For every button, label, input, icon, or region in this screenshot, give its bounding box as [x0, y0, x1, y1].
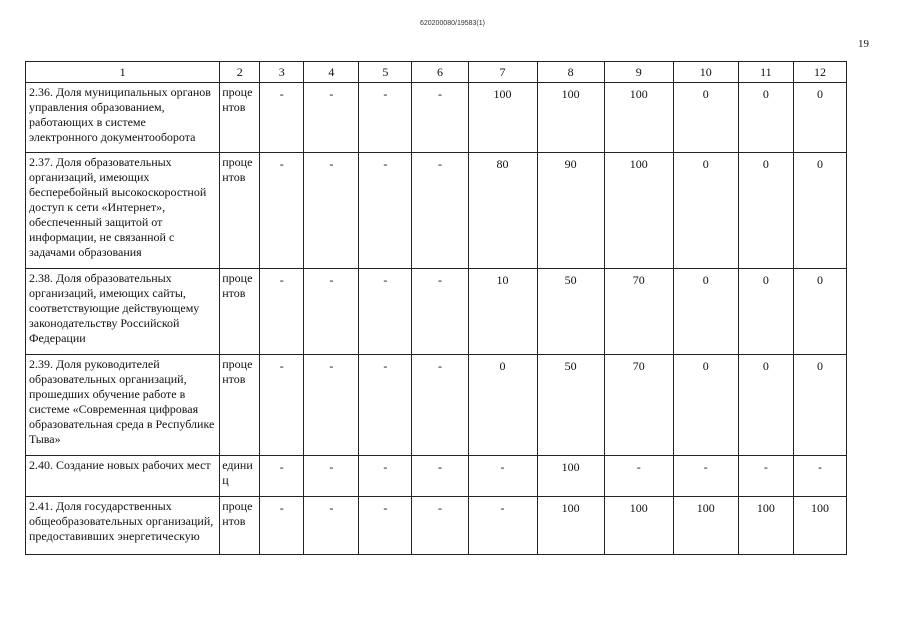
document-id: 620200080/19583(1) — [419, 20, 485, 27]
unit-cell: процентов — [220, 355, 260, 456]
value-cell: - — [260, 456, 304, 497]
table-row — [26, 497, 847, 555]
column-header: 8 — [537, 62, 604, 83]
value-cell: 70 — [604, 269, 673, 355]
unit-cell: процентов — [220, 497, 260, 555]
value-cell: 0 — [738, 83, 793, 153]
value-cell: 100 — [673, 497, 738, 555]
value-cell: - — [412, 83, 468, 153]
value-cell: 10 — [468, 269, 537, 355]
table-row — [26, 269, 847, 355]
table-row — [26, 83, 847, 153]
value-cell: 0 — [793, 153, 846, 269]
value-cell: 100 — [537, 83, 604, 153]
value-cell: - — [260, 83, 304, 153]
unit-cell: единиц — [220, 456, 260, 497]
indicators-table — [25, 61, 847, 555]
value-cell: 0 — [673, 83, 738, 153]
value-cell: - — [359, 269, 412, 355]
column-header: 4 — [304, 62, 359, 83]
column-header: 3 — [260, 62, 304, 83]
indicator-name-cell: 2.41. Доля государственных общеобразовательных организаций, предоставивших энергетическую — [26, 497, 220, 555]
value-cell: 0 — [673, 269, 738, 355]
value-cell: 100 — [793, 497, 846, 555]
table-header-row — [26, 62, 847, 83]
value-cell: - — [304, 456, 359, 497]
value-cell: - — [359, 83, 412, 153]
value-cell: - — [304, 355, 359, 456]
indicator-name-cell: 2.37. Доля образовательных организаций, имеющих бесперебойный высокоскоростной доступ к сети «Интернет», обеспеченный защитой от информации, не связанной с задачами образования — [26, 153, 220, 269]
value-cell: - — [304, 497, 359, 555]
value-cell: - — [468, 497, 537, 555]
column-header: 12 — [793, 62, 846, 83]
value-cell: - — [304, 153, 359, 269]
unit-cell: процентов — [220, 153, 260, 269]
value-cell: 90 — [537, 153, 604, 269]
value-cell: - — [412, 497, 468, 555]
value-cell: 100 — [604, 83, 673, 153]
column-header: 11 — [738, 62, 793, 83]
value-cell: 50 — [537, 269, 604, 355]
column-header: 10 — [673, 62, 738, 83]
value-cell: - — [359, 497, 412, 555]
value-cell: - — [359, 456, 412, 497]
value-cell: 0 — [793, 269, 846, 355]
value-cell: - — [260, 497, 304, 555]
value-cell: - — [412, 153, 468, 269]
value-cell: 80 — [468, 153, 537, 269]
value-cell: 0 — [793, 355, 846, 456]
value-cell: 100 — [468, 83, 537, 153]
value-cell: - — [793, 456, 846, 497]
value-cell: - — [359, 355, 412, 456]
value-cell: - — [260, 153, 304, 269]
value-cell: - — [412, 456, 468, 497]
column-header: 6 — [412, 62, 468, 83]
indicator-name-cell: 2.38. Доля образовательных организаций, имеющих сайты, соответствующие действующему законодательству Российской Федерации — [26, 269, 220, 355]
column-header: 7 — [468, 62, 537, 83]
table-row — [26, 153, 847, 269]
value-cell: 70 — [604, 355, 673, 456]
value-cell: 100 — [537, 456, 604, 497]
value-cell: - — [260, 269, 304, 355]
value-cell: - — [673, 456, 738, 497]
value-cell: - — [412, 269, 468, 355]
value-cell: - — [304, 83, 359, 153]
value-cell: - — [738, 456, 793, 497]
value-cell: 50 — [537, 355, 604, 456]
indicator-name-cell: 2.39. Доля руководителей образовательных организаций, прошедших обучение работе в системе «Современная цифровая образовательная среда в Республике Тыва» — [26, 355, 220, 456]
value-cell: - — [304, 269, 359, 355]
column-header: 5 — [359, 62, 412, 83]
page-number: 19 — [858, 38, 869, 50]
value-cell: 100 — [738, 497, 793, 555]
unit-cell: процентов — [220, 83, 260, 153]
unit-cell: процентов — [220, 269, 260, 355]
indicator-name-cell: 2.40. Создание новых рабочих мест — [26, 456, 220, 497]
value-cell: 0 — [673, 355, 738, 456]
value-cell: 100 — [604, 497, 673, 555]
indicator-name-cell: 2.36. Доля муниципальных органов управления образованием, работающих в системе электронного документооборота — [26, 83, 220, 153]
table-row — [26, 355, 847, 456]
table-row — [26, 456, 847, 497]
value-cell: - — [260, 355, 304, 456]
value-cell: 0 — [738, 153, 793, 269]
column-header: 2 — [220, 62, 260, 83]
value-cell: 100 — [537, 497, 604, 555]
value-cell: 0 — [793, 83, 846, 153]
column-header: 1 — [26, 62, 220, 83]
value-cell: 0 — [468, 355, 537, 456]
value-cell: - — [604, 456, 673, 497]
value-cell: - — [468, 456, 537, 497]
value-cell: 100 — [604, 153, 673, 269]
column-header: 9 — [604, 62, 673, 83]
value-cell: 0 — [673, 153, 738, 269]
value-cell: 0 — [738, 269, 793, 355]
value-cell: - — [412, 355, 468, 456]
value-cell: 0 — [738, 355, 793, 456]
value-cell: - — [359, 153, 412, 269]
